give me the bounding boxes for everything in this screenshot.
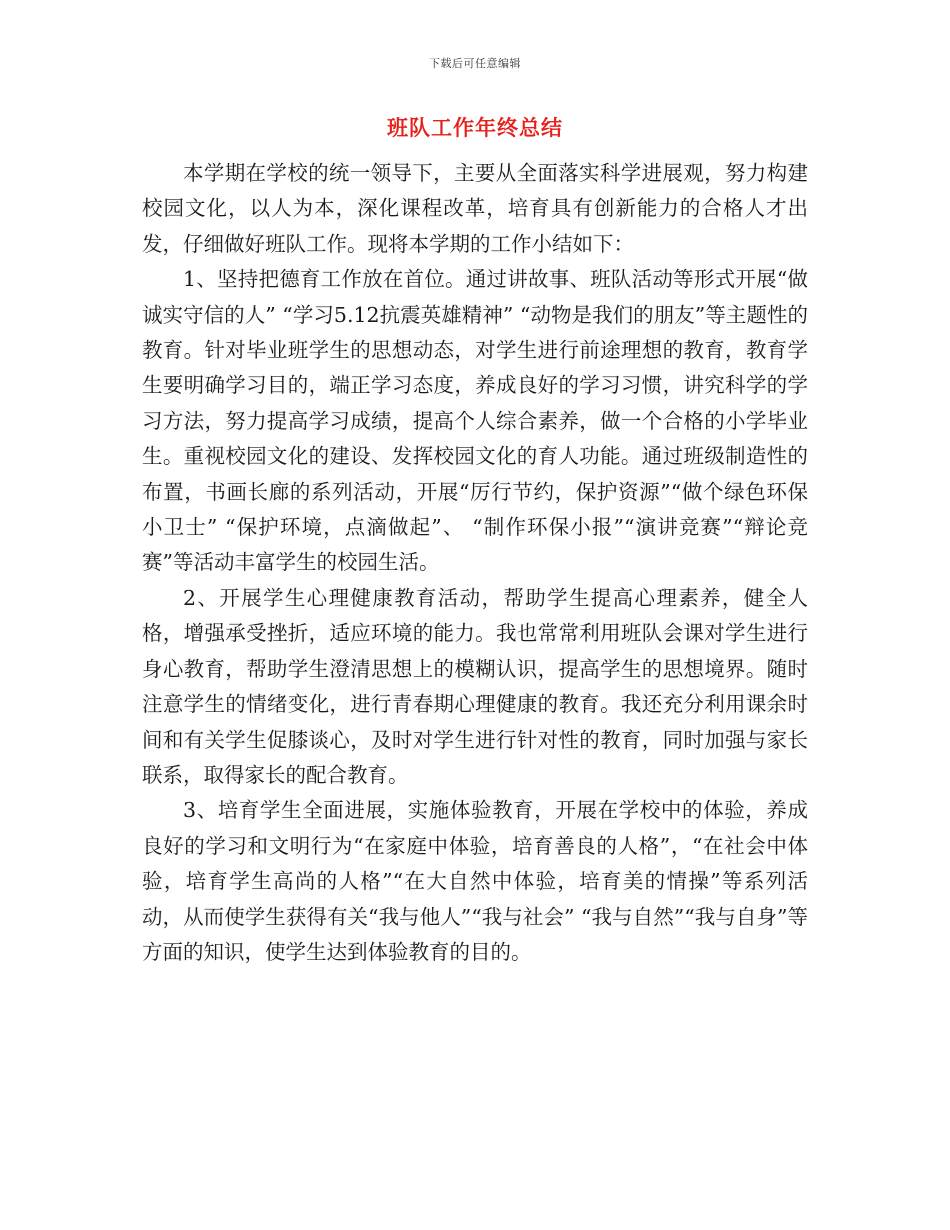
document-body [142, 156, 808, 970]
document-title: 班队工作年终总结 [387, 116, 563, 140]
header-note: 下载后可任意编辑 [429, 57, 521, 70]
paragraph-item-1: 1、坚持把德育工作放在首位。通过讲故事、班队活动等形式开展“做诚实守信的人” “学习5.12抗震英雄精神” “动物是我们的朋友”等主题性的教育。针对毕业班学生的思想动态，对学生进行前途理想的教育，教育学生要明确学习目的，端正学习态度，养成良好的学习习惯，讲究科学的学习方法，努力提高学习成绩，提高个人综合素养，做一个合格的小学毕业生。重视校园文化的建设、发挥校园文化的育人功能。通过班级制造性的布置，书画长廊的系列活动，开展“厉行节约，保护资源”“做个绿色环保小卫士” “保护环境，点滴做起”、 “制作环保小报”“演讲竞赛”“辩论竞赛”等活动丰富学生的校园生活。 [142, 267, 808, 575]
paragraph-intro: 本学期在学校的统一领导下，主要从全面落实科学进展观，努力构建校园文化，以人为本，深化课程改革，培育具有创新能力的合格人才出发，仔细做好班队工作。现将本学期的工作小结如下： [142, 161, 808, 256]
paragraph-item-2: 2、开展学生心理健康教育活动，帮助学生提高心理素养，健全人格，增强承受挫折，适应环境的能力。我也常常利用班队会课对学生进行身心教育，帮助学生澄清思想上的模糊认识，提高学生的思想境界。随时注意学生的情绪变化，进行青春期心理健康的教育。我还充分利用课余时间和有关学生促膝谈心，及时对学生进行针对性的教育，同时加强与家长联系，取得家长的配合教育。 [142, 585, 808, 787]
paragraph-item-3: 3、培育学生全面进展，实施体验教育，开展在学校中的体验，养成良好的学习和文明行为“在家庭中体验，培育善良的人格”，“在社会中体验，培育学生高尚的人格”“在大自然中体验，培育美的情操”等系列活动，从而使学生获得有关“我与他人”“我与社会” “我与自然”“我与自身”等方面的知识，使学生达到体验教育的目的。 [142, 798, 808, 964]
